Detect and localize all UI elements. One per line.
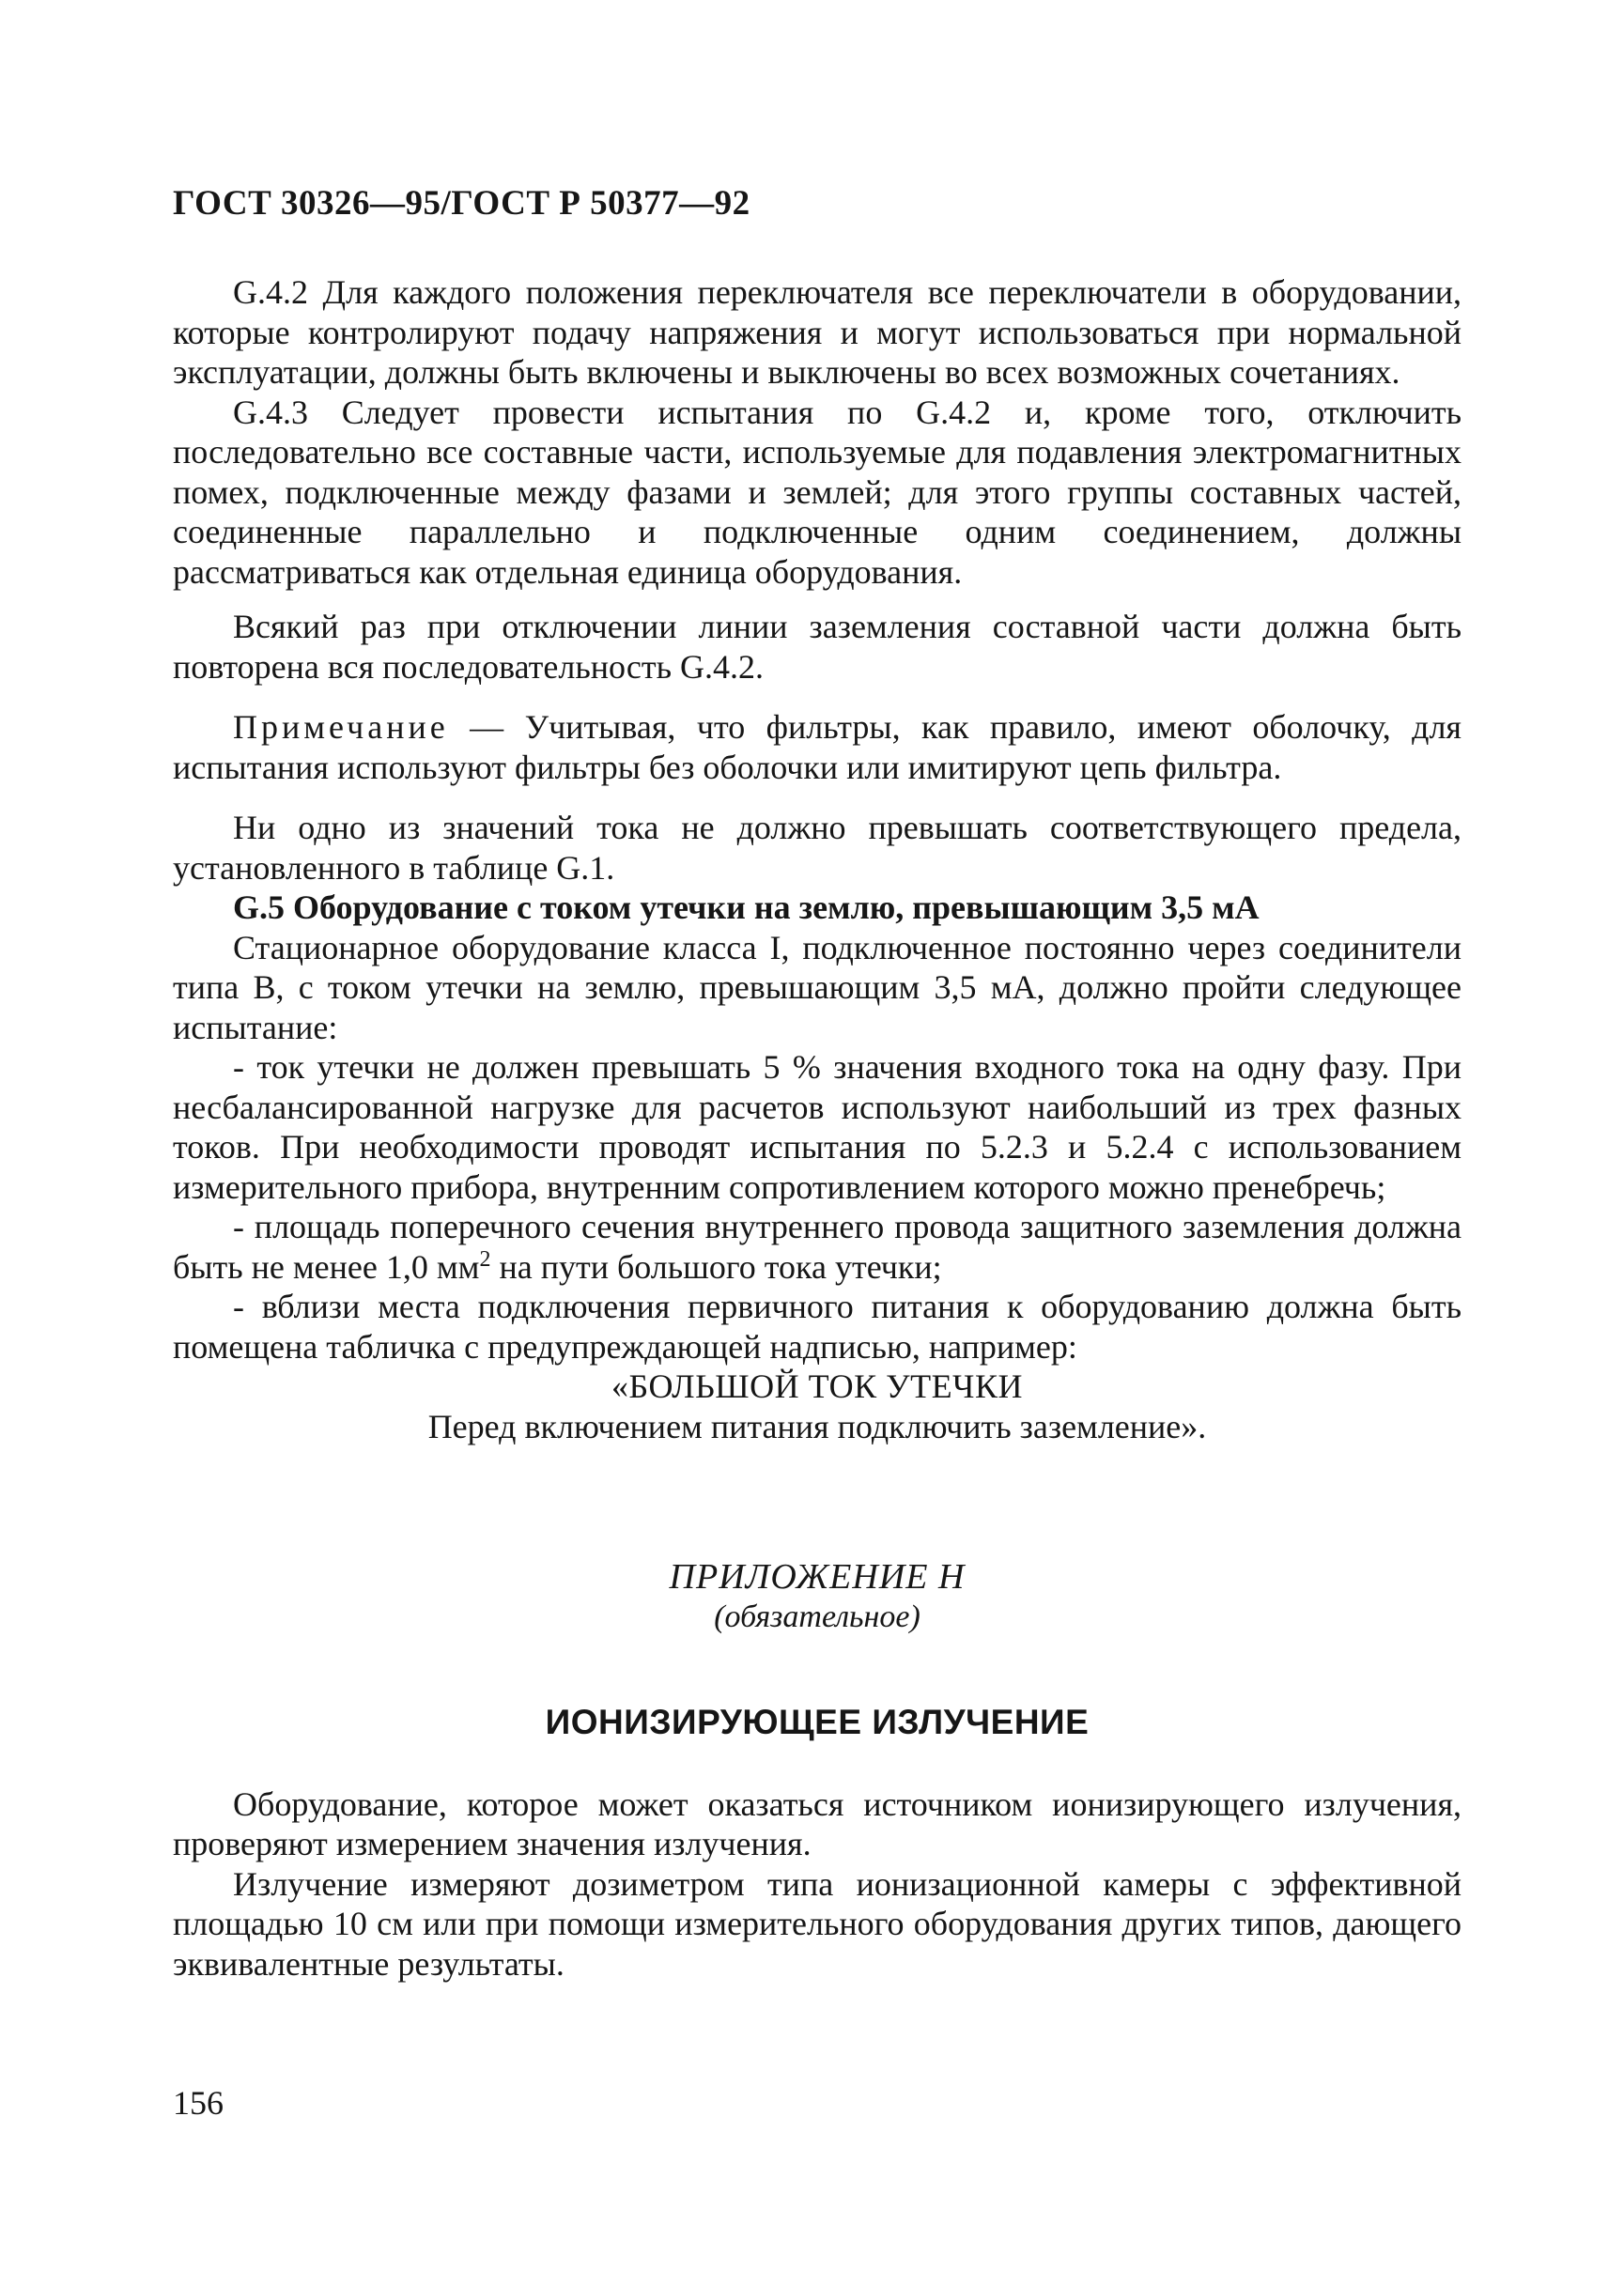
clause-text: Для каждого положения переключателя все переключатели в оборудовании, которые контролируют подачу напряжения и могут использоваться при нормальной эксплуатации, должны быть включены и выключены во всех возможных сочетаниях.: [173, 273, 1462, 391]
note: [173, 707, 1462, 787]
appendix-paragraph: Излучение измеряют дозиметром типа ионизационной камеры с эффективной площадью 10 см или при помощи измерительного оборудования других типов, дающего эквивалентные результаты.: [173, 1864, 1462, 1983]
page-header: ГОСТ 30326—95/ГОСТ Р 50377—92: [173, 184, 750, 223]
page-number: 156: [173, 2084, 224, 2122]
warning-sign-line-2: Перед включением питания подключить заземление».: [427, 1407, 1207, 1445]
clause-g-4-3: [173, 393, 1462, 593]
appendix-heading: ИОНИЗИРУЮЩЕЕ ИЗЛУЧЕНИЕ: [545, 1703, 1090, 1741]
paragraph-repeat: Всякий раз при отключении линии заземления составной части должна быть повторена вся последовательность G.4.2.: [173, 608, 1462, 686]
warning-sign-line-1: «БОЛЬШОЙ ТОК УТЕЧКИ: [611, 1367, 1023, 1405]
list-item: - площадь поперечного сечения внутреннего провода защитного заземления должна быть не менее 1,0 $мм^2$ на пути большого тока утечки;: [173, 1208, 1462, 1286]
appendix-paragraph: Оборудование, которое может оказаться источником ионизирующего излучения, проверяют измерением значения излучения.: [173, 1784, 1462, 1862]
appendix-title: ПРИЛОЖЕНИЕ Н: [669, 1557, 966, 1597]
superscript: 2: [479, 1246, 491, 1272]
note-text: — Учитывая, что фильтры, как правило, имеют оболочку, для испытания используют фильтры без оболочки или имитируют цепь фильтра.: [173, 708, 1462, 786]
clause-text: Следует провести испытания по G.4.2 и, кроме того, отключить последовательно все составные части, используемые для подавления электромагнитных помех, подключенные между фазами и землей; для этого группы составных частей, соединенные параллельно и подключенные одним соединением, должны рассматриваться как отдельная единица оборудования.: [173, 393, 1462, 591]
page-content: [173, 272, 1462, 1984]
list-item: - вблизи места подключения первичного питания к оборудованию должна быть помещена табличка с предупреждающей надписью, например:: [173, 1288, 1462, 1366]
paragraph-limit: Ни одно из значений тока не должно превышать соответствующего предела, установленного в таблице G.1.: [173, 809, 1462, 887]
clause-number: G.4.2: [233, 273, 308, 311]
note-label: Примечание: [233, 708, 449, 746]
clause-g-4-2: [173, 272, 1462, 393]
section-g-5-title: G.5 Оборудование с током утечки на землю, превышающим 3,5 мА: [233, 888, 1260, 926]
list-item: - ток утечки не должен превышать 5 % значения входного тока на одну фазу. При несбалансированной нагрузке для расчетов используют наибольший из трех фазных токов. При необходимости проводят испытания по 5.2.3 и 5.2.4 с использованием измерительного прибора, внутренним сопротивлением которого можно пренебречь;: [173, 1048, 1462, 1206]
clause-number: G.4.3: [233, 393, 308, 431]
appendix-subtitle: (обязательное): [714, 1599, 920, 1634]
section-g-5-intro: Стационарное оборудование класса I, подключенное постоянно через соединители типа В, с током утечки на землю, превышающим 3,5 мА, должно пройти следующее испытание:: [173, 928, 1462, 1046]
